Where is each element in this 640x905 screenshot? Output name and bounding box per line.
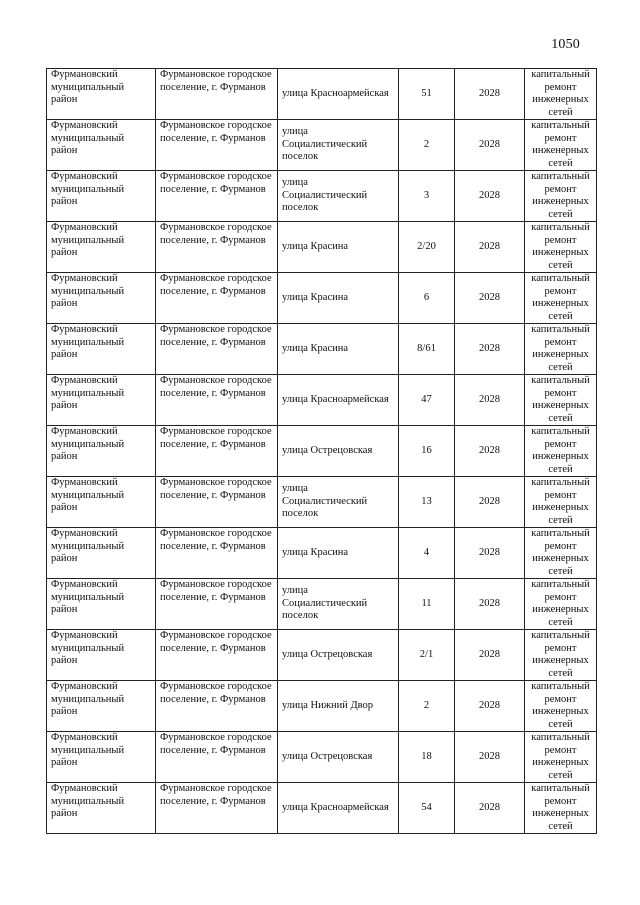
work-type-cell: капитальный ремонт инженерных сетей xyxy=(525,222,597,273)
year-cell: 2028 xyxy=(455,630,525,681)
house-number-cell: 13 xyxy=(399,477,455,528)
work-type-cell: капитальный ремонт инженерных сетей xyxy=(525,171,597,222)
table-row xyxy=(47,579,597,630)
street-cell: улица Острецовская xyxy=(278,732,399,783)
year-cell: 2028 xyxy=(455,528,525,579)
year-cell: 2028 xyxy=(455,171,525,222)
street-cell: улица Нижний Двор xyxy=(278,681,399,732)
street-cell: улица Социалистический поселок xyxy=(278,171,399,222)
street-cell: улица Социалистический поселок xyxy=(278,120,399,171)
housing-repair-table xyxy=(46,68,597,834)
year-cell: 2028 xyxy=(455,477,525,528)
table-row xyxy=(47,273,597,324)
street-cell: улица Красноармейская xyxy=(278,783,399,834)
district-cell: Фурмановский муниципальный район xyxy=(47,783,156,834)
work-type-cell: капитальный ремонт инженерных сетей xyxy=(525,273,597,324)
settlement-cell: Фурмановское городское поселение, г. Фурманов xyxy=(156,69,278,120)
work-type-cell: капитальный ремонт инженерных сетей xyxy=(525,732,597,783)
settlement-cell: Фурмановское городское поселение, г. Фурманов xyxy=(156,579,278,630)
year-cell: 2028 xyxy=(455,222,525,273)
work-type-cell: капитальный ремонт инженерных сетей xyxy=(525,375,597,426)
street-cell: улица Красина xyxy=(278,273,399,324)
house-number-cell: 3 xyxy=(399,171,455,222)
district-cell: Фурмановский муниципальный район xyxy=(47,120,156,171)
district-cell: Фурмановский муниципальный район xyxy=(47,732,156,783)
year-cell: 2028 xyxy=(455,732,525,783)
district-cell: Фурмановский муниципальный район xyxy=(47,681,156,732)
house-number-cell: 2 xyxy=(399,120,455,171)
table-row xyxy=(47,528,597,579)
street-cell: улица Социалистический поселок xyxy=(278,477,399,528)
settlement-cell: Фурмановское городское поселение, г. Фурманов xyxy=(156,528,278,579)
district-cell: Фурмановский муниципальный район xyxy=(47,630,156,681)
street-cell: улица Красноармейская xyxy=(278,375,399,426)
street-cell: улица Социалистический поселок xyxy=(278,579,399,630)
house-number-cell: 54 xyxy=(399,783,455,834)
table-body xyxy=(47,69,597,834)
table-row xyxy=(47,732,597,783)
district-cell: Фурмановский муниципальный район xyxy=(47,324,156,375)
district-cell: Фурмановский муниципальный район xyxy=(47,528,156,579)
year-cell: 2028 xyxy=(455,324,525,375)
house-number-cell: 8/61 xyxy=(399,324,455,375)
house-number-cell: 2 xyxy=(399,681,455,732)
table-row xyxy=(47,783,597,834)
settlement-cell: Фурмановское городское поселение, г. Фурманов xyxy=(156,477,278,528)
district-cell: Фурмановский муниципальный район xyxy=(47,477,156,528)
street-cell: улица Острецовская xyxy=(278,630,399,681)
settlement-cell: Фурмановское городское поселение, г. Фурманов xyxy=(156,630,278,681)
house-number-cell: 4 xyxy=(399,528,455,579)
table-row xyxy=(47,222,597,273)
work-type-cell: капитальный ремонт инженерных сетей xyxy=(525,528,597,579)
settlement-cell: Фурмановское городское поселение, г. Фурманов xyxy=(156,120,278,171)
year-cell: 2028 xyxy=(455,375,525,426)
settlement-cell: Фурмановское городское поселение, г. Фурманов xyxy=(156,222,278,273)
settlement-cell: Фурмановское городское поселение, г. Фурманов xyxy=(156,681,278,732)
house-number-cell: 47 xyxy=(399,375,455,426)
district-cell: Фурмановский муниципальный район xyxy=(47,222,156,273)
year-cell: 2028 xyxy=(455,681,525,732)
table-row xyxy=(47,69,597,120)
district-cell: Фурмановский муниципальный район xyxy=(47,171,156,222)
street-cell: улица Красина xyxy=(278,324,399,375)
year-cell: 2028 xyxy=(455,426,525,477)
district-cell: Фурмановский муниципальный район xyxy=(47,273,156,324)
house-number-cell: 6 xyxy=(399,273,455,324)
table-row xyxy=(47,375,597,426)
work-type-cell: капитальный ремонт инженерных сетей xyxy=(525,579,597,630)
settlement-cell: Фурмановское городское поселение, г. Фурманов xyxy=(156,171,278,222)
work-type-cell: капитальный ремонт инженерных сетей xyxy=(525,630,597,681)
work-type-cell: капитальный ремонт инженерных сетей xyxy=(525,681,597,732)
district-cell: Фурмановский муниципальный район xyxy=(47,426,156,477)
house-number-cell: 2/1 xyxy=(399,630,455,681)
street-cell: улица Острецовская xyxy=(278,426,399,477)
year-cell: 2028 xyxy=(455,579,525,630)
district-cell: Фурмановский муниципальный район xyxy=(47,375,156,426)
table-row xyxy=(47,681,597,732)
settlement-cell: Фурмановское городское поселение, г. Фурманов xyxy=(156,375,278,426)
settlement-cell: Фурмановское городское поселение, г. Фурманов xyxy=(156,426,278,477)
settlement-cell: Фурмановское городское поселение, г. Фурманов xyxy=(156,324,278,375)
work-type-cell: капитальный ремонт инженерных сетей xyxy=(525,120,597,171)
table-row xyxy=(47,426,597,477)
house-number-cell: 16 xyxy=(399,426,455,477)
work-type-cell: капитальный ремонт инженерных сетей xyxy=(525,783,597,834)
year-cell: 2028 xyxy=(455,69,525,120)
year-cell: 2028 xyxy=(455,273,525,324)
house-number-cell: 18 xyxy=(399,732,455,783)
street-cell: улица Красина xyxy=(278,222,399,273)
work-type-cell: капитальный ремонт инженерных сетей xyxy=(525,477,597,528)
settlement-cell: Фурмановское городское поселение, г. Фурманов xyxy=(156,732,278,783)
settlement-cell: Фурмановское городское поселение, г. Фурманов xyxy=(156,273,278,324)
page-number: 1050 xyxy=(551,37,580,52)
table-row xyxy=(47,171,597,222)
district-cell: Фурмановский муниципальный район xyxy=(47,69,156,120)
work-type-cell: капитальный ремонт инженерных сетей xyxy=(525,69,597,120)
street-cell: улица Красина xyxy=(278,528,399,579)
year-cell: 2028 xyxy=(455,783,525,834)
house-number-cell: 11 xyxy=(399,579,455,630)
work-type-cell: капитальный ремонт инженерных сетей xyxy=(525,324,597,375)
street-cell: улица Красноармейская xyxy=(278,69,399,120)
work-type-cell: капитальный ремонт инженерных сетей xyxy=(525,426,597,477)
table-row xyxy=(47,324,597,375)
district-cell: Фурмановский муниципальный район xyxy=(47,579,156,630)
table-row xyxy=(47,630,597,681)
house-number-cell: 2/20 xyxy=(399,222,455,273)
table-row xyxy=(47,120,597,171)
settlement-cell: Фурмановское городское поселение, г. Фурманов xyxy=(156,783,278,834)
year-cell: 2028 xyxy=(455,120,525,171)
house-number-cell: 51 xyxy=(399,69,455,120)
table-row xyxy=(47,477,597,528)
